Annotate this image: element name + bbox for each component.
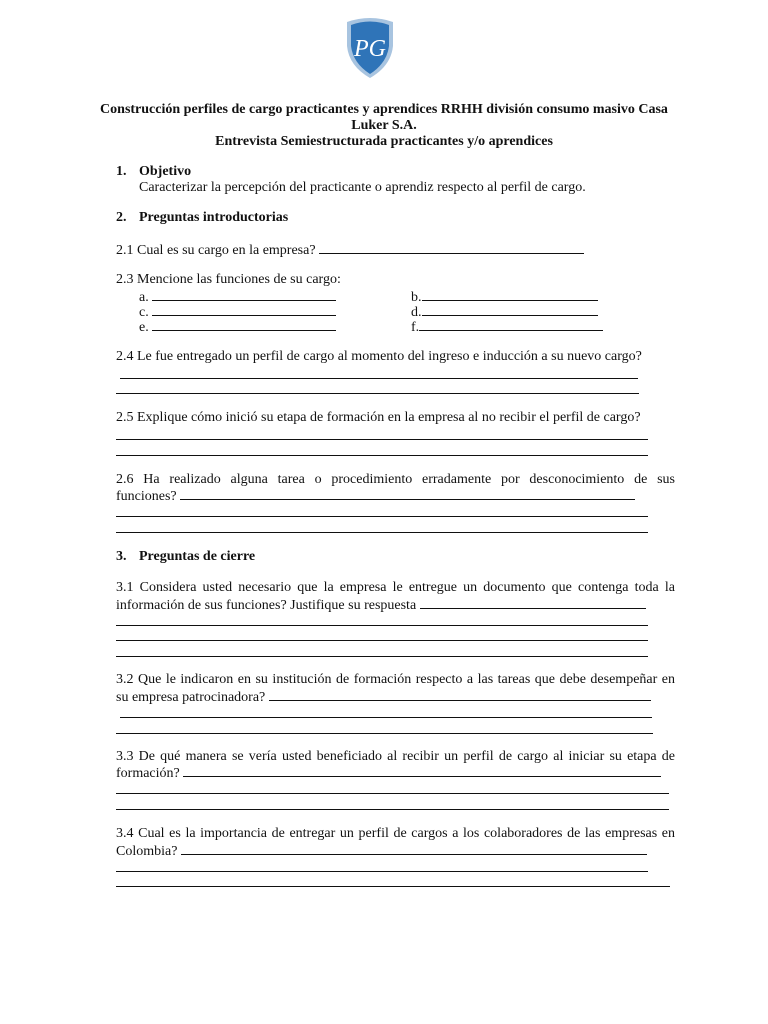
question-3-1-line-2: [116, 596, 646, 614]
title-line-1: Construcción perfiles de cargo practicantes y aprendices RRHH división consumo masivo Casa Luker S.A.: [100, 102, 668, 133]
question-3-3-text: formación?: [116, 766, 180, 781]
answer-line-2-5b[interactable]: [116, 455, 648, 456]
function-b-label: b.: [411, 290, 422, 305]
answer-line-3-2b[interactable]: [120, 717, 652, 718]
answer-line-3-4b[interactable]: [116, 871, 648, 872]
section-3-number: 3.: [116, 549, 127, 564]
question-3-1-line-1: 3.1 Considera usted necesario que la empresa le entregue un documento que contenga toda la: [116, 580, 675, 595]
svg-text:PG: PG: [354, 36, 386, 62]
question-3-4-line-2: [116, 842, 647, 860]
question-2-4-text: 2.4 Le fue entregado un perfil de cargo al momento del ingreso e inducción a su nuevo cargo?: [116, 349, 642, 364]
section-1-title: Objetivo: [139, 164, 192, 179]
answer-line-2-6b[interactable]: [116, 516, 648, 517]
question-2-1-text: 2.1 Cual es su cargo en la empresa?: [116, 243, 316, 258]
section-3-title: Preguntas de cierre: [139, 549, 256, 564]
function-e-label: e.: [139, 320, 149, 335]
answer-line-3-1b[interactable]: [116, 625, 648, 626]
answer-line-3-4a[interactable]: [181, 842, 647, 855]
document-title: [90, 102, 678, 150]
answer-line-2-5a[interactable]: [116, 439, 648, 440]
function-a-line[interactable]: [152, 288, 336, 301]
title-line-2: Entrevista Semiestructurada practicantes y/o aprendices: [215, 134, 553, 149]
objective-text: Caracterizar la percepción del practicante o aprendiz respecto al perfil de cargo.: [139, 180, 586, 195]
section-1-number: 1.: [116, 164, 127, 179]
section-2-title: Preguntas introductorias: [139, 210, 289, 225]
question-3-2-line-2: [116, 688, 651, 706]
answer-line-3-1a[interactable]: [420, 596, 646, 609]
function-f-label: f.: [411, 320, 420, 335]
function-c-label: c.: [139, 305, 149, 320]
question-3-3-line-1: 3.3 De qué manera se vería usted beneficiado al recibir un perfil de cargo al iniciar su etapa de: [116, 749, 675, 764]
question-3-2-text: su empresa patrocinadora?: [116, 690, 266, 705]
answer-line-3-2c[interactable]: [116, 733, 653, 734]
section-1-heading: [116, 164, 191, 180]
function-d-line[interactable]: [422, 303, 598, 316]
answer-line-3-1c[interactable]: [116, 640, 648, 641]
function-a-label: a.: [139, 290, 149, 305]
section-2-heading: [116, 210, 288, 226]
question-3-4-line-1: 3.4 Cual es la importancia de entregar un perfil de cargos a los colaboradores de las empresas en: [116, 826, 675, 841]
answer-line-2-4b[interactable]: [116, 393, 639, 394]
question-2-3-text: 2.3 Mencione las funciones de su cargo:: [116, 272, 341, 287]
answer-line-2-6a[interactable]: [180, 487, 635, 500]
shield-logo: [343, 16, 397, 80]
question-3-2-line-1: 3.2 Que le indicaron en su institución de formación respecto a las tareas que debe desempeñar en: [116, 672, 675, 687]
answer-line-2-6c[interactable]: [116, 532, 648, 533]
function-f-line[interactable]: [419, 318, 603, 331]
function-e: [139, 318, 336, 336]
question-2-1: [116, 241, 584, 259]
question-2-6-line-2: [116, 487, 635, 505]
function-d-label: d.: [411, 305, 422, 320]
answer-line-3-3c[interactable]: [116, 809, 669, 810]
section-3-heading: [116, 549, 255, 565]
answer-line-3-3b[interactable]: [116, 793, 669, 794]
answer-line-2-1[interactable]: [319, 241, 584, 254]
function-b-line[interactable]: [422, 288, 598, 301]
question-3-4-text: Colombia?: [116, 844, 178, 859]
function-c-line[interactable]: [152, 303, 336, 316]
function-e-line[interactable]: [152, 318, 336, 331]
answer-line-3-4c[interactable]: [116, 886, 670, 887]
question-2-5-text: 2.5 Explique cómo inició su etapa de formación en la empresa al no recibir el perfil de cargo?: [116, 410, 641, 425]
section-2-number: 2.: [116, 210, 127, 225]
answer-line-2-4a[interactable]: [120, 378, 638, 379]
question-2-6-text: funciones?: [116, 489, 177, 504]
answer-line-3-3a[interactable]: [183, 764, 661, 777]
question-3-3-line-2: [116, 764, 661, 782]
question-2-6-line-1: 2.6 Ha realizado alguna tarea o procedimiento erradamente por desconocimiento de sus: [116, 472, 675, 487]
answer-line-3-2a[interactable]: [269, 688, 651, 701]
function-f: [411, 318, 603, 336]
answer-line-3-1d[interactable]: [116, 656, 648, 657]
question-3-1-text: información de sus funciones? Justifique su respuesta: [116, 598, 417, 613]
